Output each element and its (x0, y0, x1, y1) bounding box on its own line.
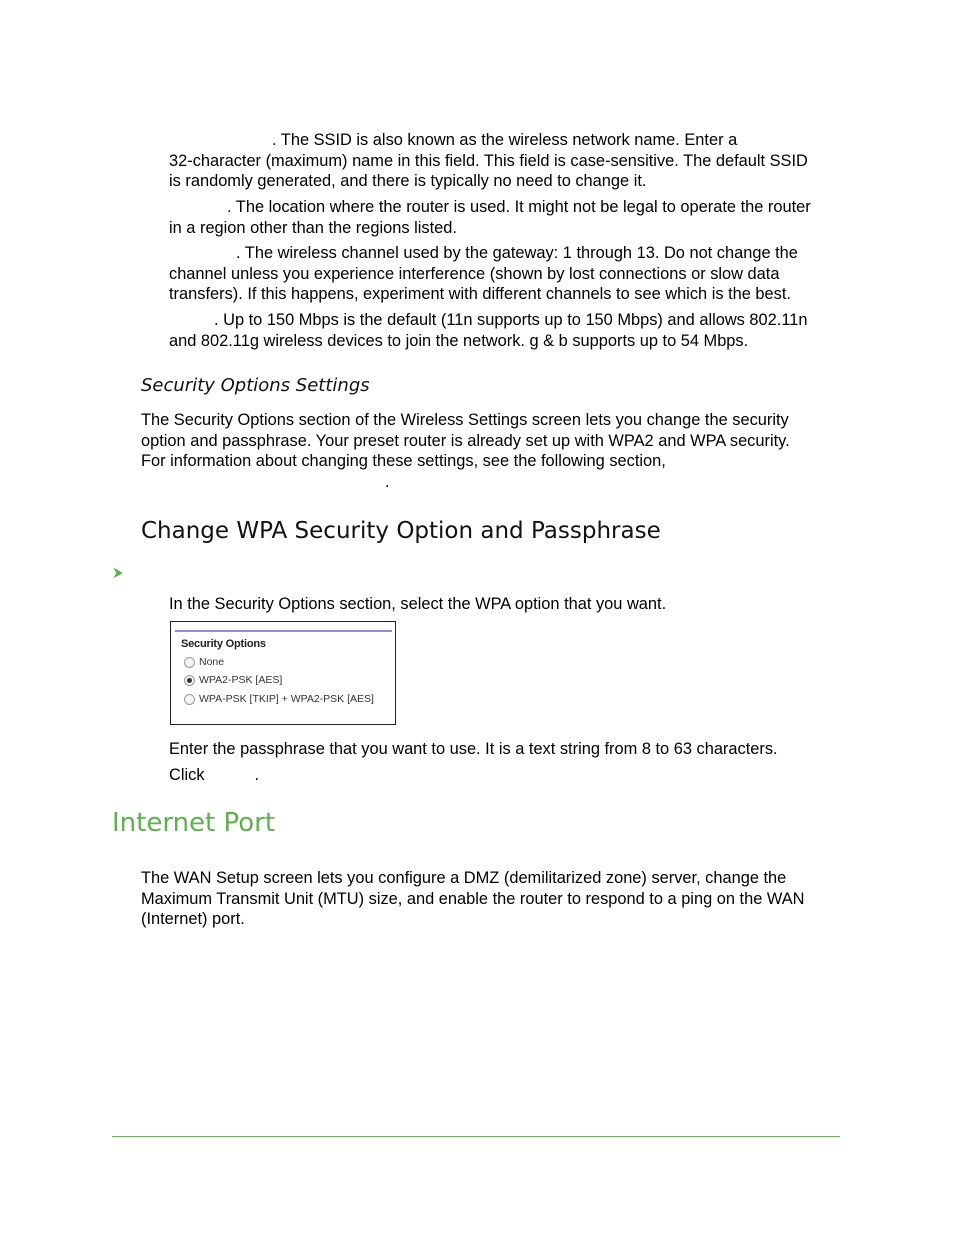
channel-line-3: transfers). If this happens, experiment with different channels to see which is the best. (169, 285, 791, 303)
internet-body-line-2: Maximum Transmit Unit (MTU) size, and enable the router to respond to a ping on the WAN (141, 889, 805, 908)
radio-none-icon[interactable] (184, 657, 195, 668)
mode-paragraph (169, 310, 807, 351)
channel-line-2: channel unless you experience interference (shown by lost connections or slow data (169, 264, 780, 283)
channel-paragraph (169, 243, 798, 305)
internet-body-line-1: The WAN Setup screen lets you configure a DMZ (demilitarized zone) server, change the (141, 869, 787, 887)
footer-divider (112, 1136, 840, 1137)
step-3-prefix: Click (169, 766, 205, 784)
option-wpa-mixed[interactable] (184, 693, 374, 705)
screenshot-rule (175, 630, 392, 632)
ssid-line-1: . The SSID is also known as the wireless network name. Enter a (272, 131, 738, 149)
step-3-suffix: . (254, 766, 260, 784)
option-none[interactable] (184, 656, 224, 668)
security-options-screenshot (170, 621, 396, 725)
mode-line-2: and 802.11g wireless devices to join the network. g & b supports up to 54 Mbps. (169, 331, 749, 350)
internet-body-line-3: (Internet) port. (141, 910, 245, 928)
security-settings-heading: Security Options Settings (141, 375, 370, 396)
region-line-1: . The location where the router is used. It might not be legal to operate the router (227, 198, 811, 216)
ssid-line-2: 32-character (maximum) name in this field. This field is case-sensitive. The default SSID (169, 151, 808, 170)
security-body-line-1: The Security Options section of the Wireless Settings screen lets you change the security (141, 411, 789, 429)
internet-port-heading: Internet Port (112, 808, 276, 838)
security-body-trailing: . (385, 472, 390, 491)
region-line-2: in a region other than the regions listed. (169, 218, 457, 237)
security-body-line-3: For information about changing these settings, see the following section, (141, 452, 666, 470)
step-3-line (169, 765, 259, 786)
option-mixed-label: WPA-PSK [TKIP] + WPA2-PSK [AES] (199, 693, 374, 705)
mode-line-1: . Up to 150 Mbps is the default (11n supports up to 150 Mbps) and allows 802.11n (214, 311, 808, 329)
ssid-line-3: is randomly generated, and there is typically no need to change it. (169, 172, 647, 190)
internet-port-body (141, 868, 805, 930)
ssid-paragraph (169, 130, 808, 192)
step-3 (169, 765, 259, 786)
radio-selected-icon[interactable] (184, 675, 195, 686)
step-2-text: Enter the passphrase that you want to use. It is a text string from 8 to 63 characters. (169, 740, 778, 758)
arrow-bullet-icon: ⮞ (113, 564, 124, 580)
region-paragraph (169, 197, 811, 238)
radio-mixed-icon[interactable] (184, 694, 195, 705)
security-settings-body (141, 410, 790, 492)
step-1-text: In the Security Options section, select the WPA option that you want. (169, 595, 667, 613)
step-1 (169, 594, 666, 615)
change-wpa-heading: Change WPA Security Option and Passphrase (141, 518, 661, 544)
security-body-line-2: option and passphrase. Your preset router is already set up with WPA2 and WPA security. (141, 431, 790, 450)
option-wpa2-psk-aes[interactable] (184, 674, 282, 686)
option-wpa2-label: WPA2-PSK [AES] (199, 674, 283, 686)
channel-line-1: . The wireless channel used by the gateway: 1 through 13. Do not change the (236, 244, 798, 262)
step-2 (169, 739, 778, 760)
option-none-label: None (199, 656, 225, 668)
screenshot-title: Security Options (181, 638, 266, 650)
